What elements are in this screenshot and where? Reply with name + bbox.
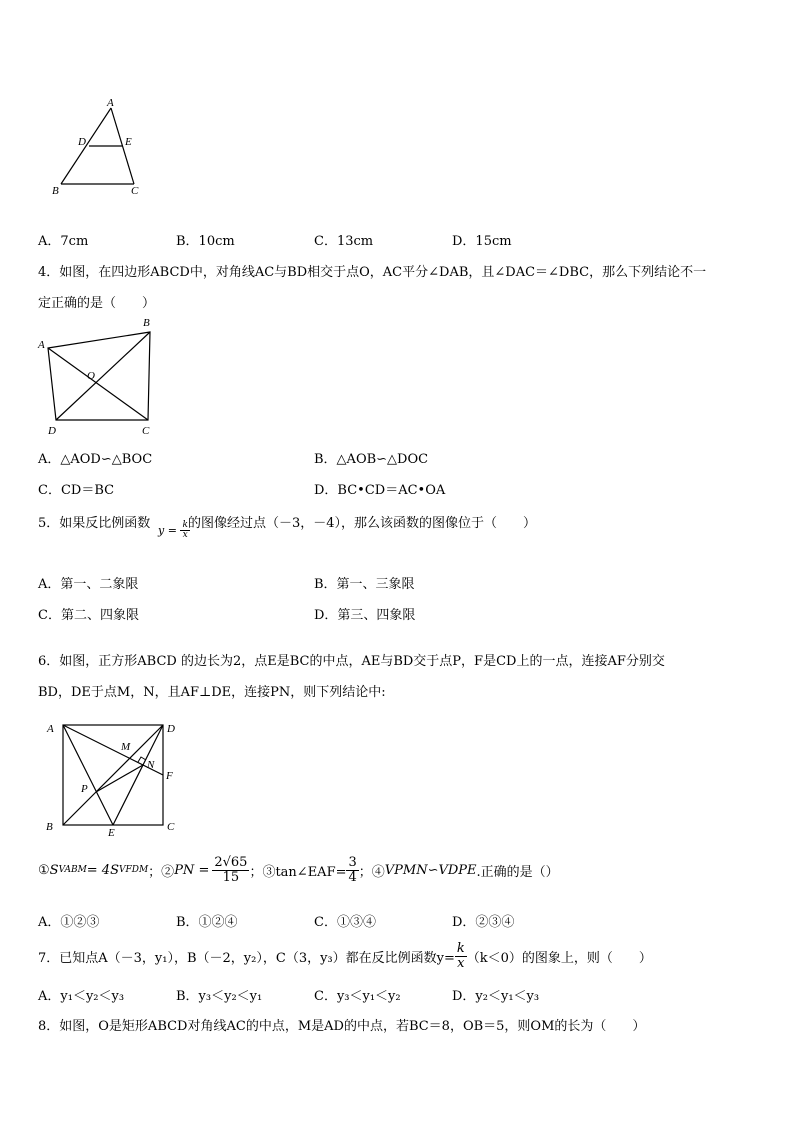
q4-option-a: A．△AOD∽△BOC <box>38 452 153 467</box>
q4-option-d: D．BC•CD＝AC•OA <box>314 483 446 498</box>
q6-stmt3-fraction <box>346 856 358 884</box>
q6-stmt2: PN = <box>174 862 210 878</box>
q5-formula-num: k <box>182 520 188 530</box>
quadrilateral-figure <box>36 314 164 440</box>
q5-stem-after: 的图像经过点（－3，－4），那么该函数的图像位于（ ） <box>188 516 537 531</box>
triangle-figure <box>48 96 148 200</box>
q6-option-b: B．①②④ <box>176 915 238 930</box>
q5-option-c: C．第二、四象限 <box>38 608 139 623</box>
label-d: D <box>167 723 175 735</box>
q7-formula-num: k <box>456 940 465 956</box>
q6-stmt1-eq: = 4S <box>86 862 119 878</box>
segment-ae <box>63 725 113 825</box>
q3-option-d: D．15cm <box>452 234 512 249</box>
label-e: E <box>108 827 115 839</box>
label-n: N <box>147 759 155 771</box>
q5-formula <box>158 521 190 541</box>
q7-option-d: D．y₂＜y₁＜y₃ <box>452 989 540 1004</box>
quadrilateral-abcd <box>48 332 150 420</box>
label-a: A <box>47 723 54 735</box>
q6-stmt3-num: 3 <box>348 854 357 870</box>
label-b: B <box>46 821 53 833</box>
q6-stmt2-fraction <box>212 856 249 884</box>
label-c: C <box>131 185 139 197</box>
q6-stmt4: VPMN∽VDPE <box>384 862 477 878</box>
label-e: E <box>125 136 132 148</box>
q5-option-b: B．第一、三象限 <box>314 577 415 592</box>
q3-option-a: A．7cm <box>38 234 89 249</box>
q6-stmt2-num: 2√65 <box>214 854 248 870</box>
q6-stem-line1: 6．如图，正方形ABCD 的边长为2，点E是BC的中点，AE与BD交于点P，F是CD上的一点，连接AF分别交 <box>38 654 665 669</box>
q7-stem-before: 7．已知点A（－3，y₁），B（－2，y₂），C（3，y₃）都在反比例函数y= <box>38 950 455 966</box>
q6-option-d: D．②③④ <box>452 915 515 930</box>
label-d: D <box>78 136 86 148</box>
q7-stem-after: （k＜0）的图象上，则（ ） <box>466 950 652 966</box>
q7-option-a: A．y₁＜y₂＜y₃ <box>38 989 125 1004</box>
q6-option-c: C．①③④ <box>314 915 376 930</box>
q7-formula-den: x <box>457 955 465 971</box>
q6-stmt1-s: S <box>49 862 59 878</box>
q5-stem-before: 5．如果反比例函数 <box>38 516 151 531</box>
q8-stem: 8．如图，O是矩形ABCD对角线AC的中点，M是AD的中点，若BC＝8，OB＝5，则OM的长为（ ） <box>38 1019 646 1034</box>
label-f: F <box>166 770 173 782</box>
q6-tail: .正确的是（） <box>476 864 559 880</box>
q5-formula-den: x <box>182 530 188 541</box>
label-c: C <box>167 821 175 833</box>
segment-de <box>113 725 163 825</box>
diagonal-ac <box>48 348 148 420</box>
label-d: D <box>48 425 56 437</box>
q6-stmt1-prefix: ① <box>38 862 50 878</box>
q4-stem-line2: 定正确的是（ ） <box>38 296 156 311</box>
q6-stmt3-den: 4 <box>348 869 357 885</box>
q6-sep1: ；② <box>148 864 175 880</box>
label-c: C <box>142 425 150 437</box>
q5-option-d: D．第三、四象限 <box>314 608 416 623</box>
diagonal-bd <box>63 725 163 825</box>
q7-stem <box>38 938 652 974</box>
q3-option-c: C．13cm <box>314 234 374 249</box>
q5-option-a: A．第一、二象限 <box>38 577 139 592</box>
q6-stem-line2: BD，DE于点M，N，且AF⊥DE，连接PN，则下列结论中: <box>38 685 386 700</box>
q6-statements <box>38 850 559 890</box>
q6-stmt2-den: 15 <box>222 869 240 885</box>
q4-stem-line1: 4．如图，在四边形ABCD中，对角线AC与BD相交于点O，AC平分∠DAB，且∠DAC＝∠DBC，那么下列结论不一 <box>38 265 707 280</box>
q5-formula-y: y = <box>158 523 177 537</box>
label-b: B <box>52 185 59 197</box>
label-p: P <box>81 783 88 795</box>
q4-option-c: C．CD＝BC <box>38 483 115 498</box>
q3-option-b: B．10cm <box>176 234 235 249</box>
q7-option-b: B．y₃＜y₂＜y₁ <box>176 989 263 1004</box>
label-m: M <box>121 741 131 753</box>
label-o: O <box>87 370 95 382</box>
q6-stmt1-sub1: VABM <box>58 865 87 875</box>
q6-stmt1-sub2: VFDM <box>118 865 149 875</box>
diagonal-bd <box>56 332 150 420</box>
label-a: A <box>107 97 114 109</box>
q6-sep3: ；④ <box>358 864 385 880</box>
q6-sep2: ；③tan∠EAF= <box>249 864 347 880</box>
q4-option-b: B．△AOB∽△DOC <box>314 452 429 467</box>
label-a: A <box>38 339 45 351</box>
square-figure <box>44 716 184 840</box>
q7-option-c: C．y₃＜y₁＜y₂ <box>314 989 401 1004</box>
q7-formula-fraction <box>455 942 467 970</box>
label-b: B <box>143 317 150 329</box>
q6-option-a: A．①②③ <box>38 915 100 930</box>
